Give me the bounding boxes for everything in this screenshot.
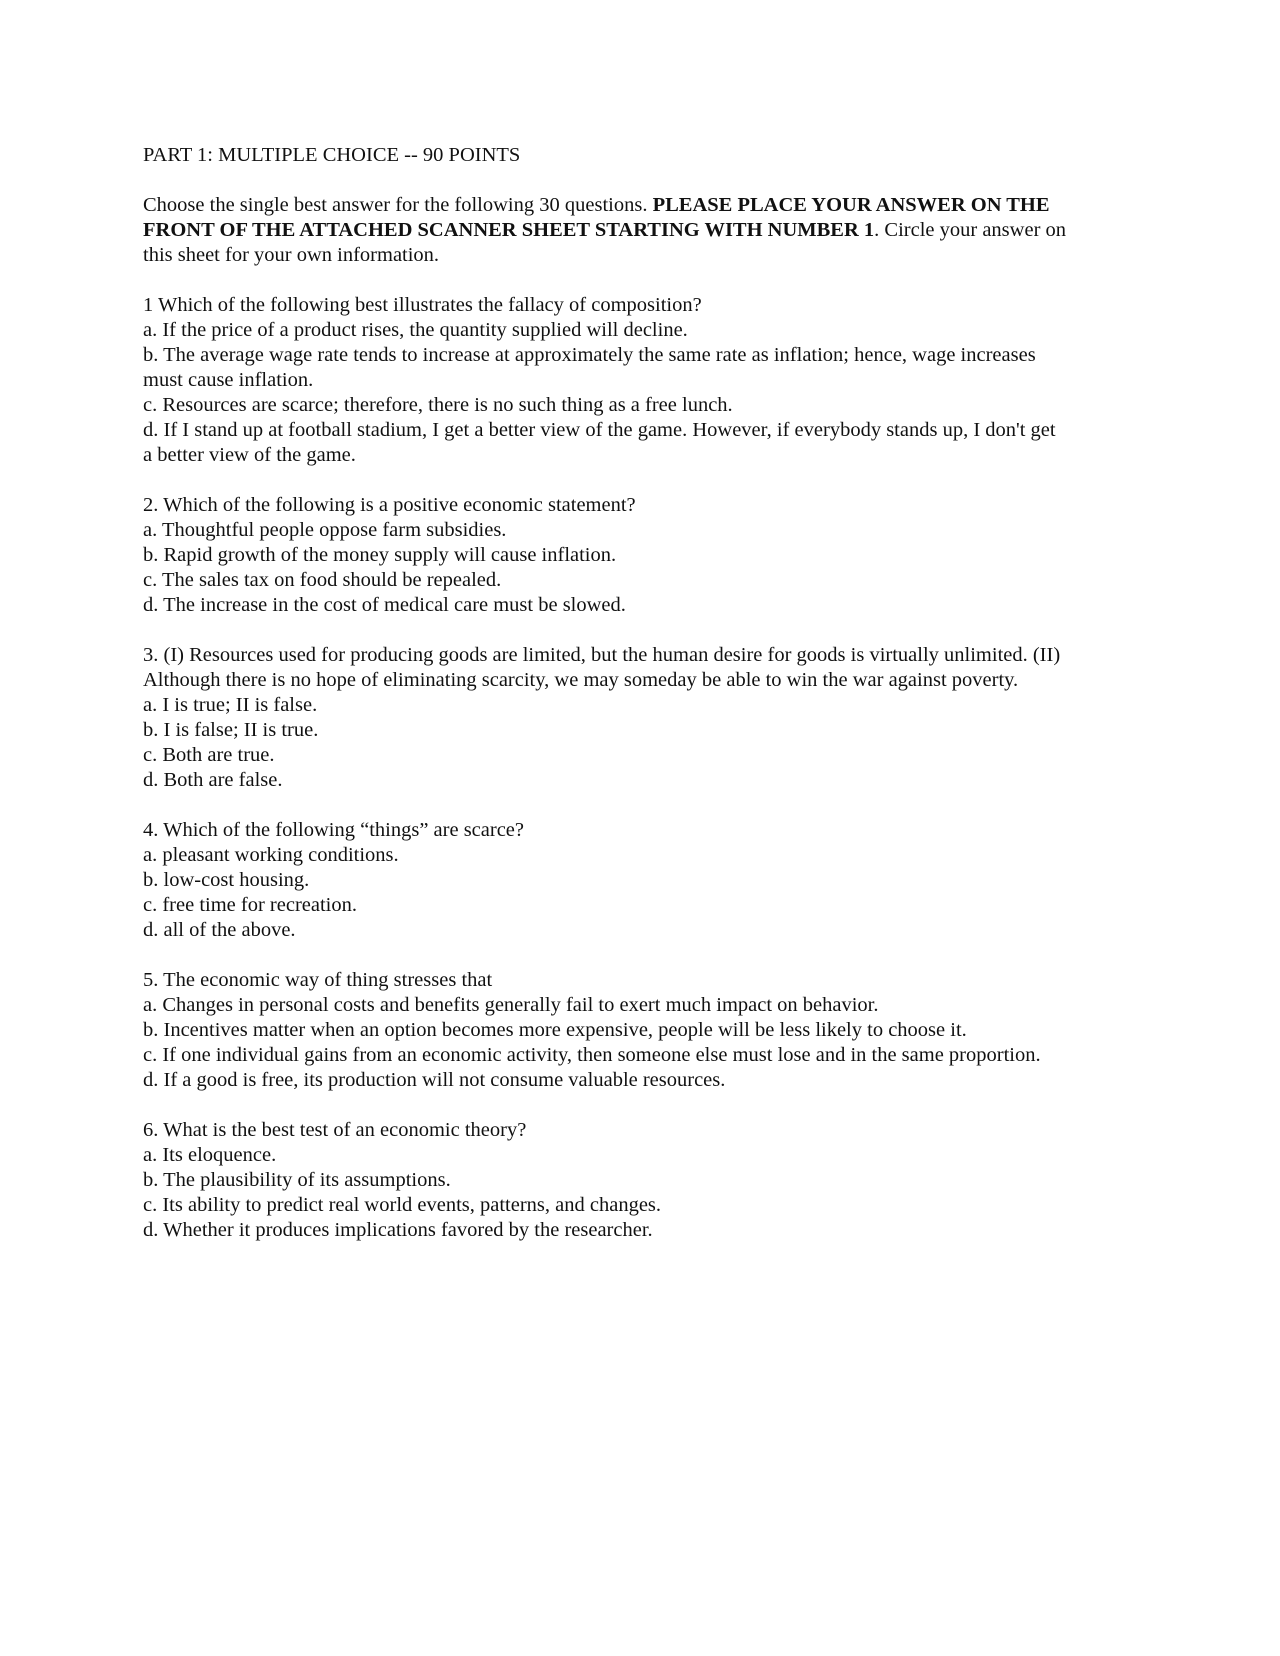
question-1: [143, 293, 1068, 468]
instructions-bold: PLEASE PLACE YOUR ANSWER ON THE FRONT OF THE ATTACHED SCANNER SHEET STARTING WITH NUMBER 1: [143, 194, 1050, 241]
question-stem: 3. (I) Resources used for producing goods are limited, but the human desire for goods is virtually unlimited. (II) Although there is no hope of eliminating scarcity, we may someday be able to win the war against poverty.: [143, 644, 1061, 691]
answer-option: a. I is true; II is false.: [143, 694, 318, 716]
question-stem: 1 Which of the following best illustrates the fallacy of composition?: [143, 294, 702, 316]
answer-option: d. all of the above.: [143, 919, 296, 941]
answer-option: a. Its eloquence.: [143, 1144, 277, 1166]
question-stem: 4. Which of the following “things” are scarce?: [143, 819, 525, 841]
question-stem: 2. Which of the following is a positive economic statement?: [143, 494, 636, 516]
question-2: [143, 493, 1068, 618]
question-3: [143, 643, 1068, 793]
answer-option: c. If one individual gains from an economic activity, then someone else must lose and in the same proportion.: [143, 1044, 1041, 1066]
instructions: [143, 193, 1068, 268]
answer-option: c. Its ability to predict real world events, patterns, and changes.: [143, 1194, 662, 1216]
answer-option: a. pleasant working conditions.: [143, 844, 399, 866]
question-4: [143, 818, 1068, 943]
answer-option: d. Whether it produces implications favored by the researcher.: [143, 1219, 653, 1241]
answer-option: b. low-cost housing.: [143, 869, 310, 891]
question-list: [143, 293, 1068, 1243]
answer-option: b. I is false; II is true.: [143, 719, 319, 741]
question-5: [143, 968, 1068, 1093]
answer-option: a. Changes in personal costs and benefits generally fail to exert much impact on behavior.: [143, 994, 879, 1016]
answer-option: b. Rapid growth of the money supply will cause inflation.: [143, 544, 617, 566]
answer-option: b. The average wage rate tends to increase at approximately the same rate as inflation; hence, wage increases must cause inflation.: [143, 344, 1036, 391]
answer-option: d. If I stand up at football stadium, I get a better view of the game. However, if everybody stands up, I don't get a better view of the game.: [143, 419, 1056, 466]
answer-option: c. Resources are scarce; therefore, there is no such thing as a free lunch.: [143, 394, 733, 416]
answer-option: a. If the price of a product rises, the quantity supplied will decline.: [143, 319, 688, 341]
answer-option: b. The plausibility of its assumptions.: [143, 1169, 451, 1191]
answer-option: d. Both are false.: [143, 769, 283, 791]
answer-option: c. Both are true.: [143, 744, 275, 766]
answer-option: d. The increase in the cost of medical care must be slowed.: [143, 594, 626, 616]
question-6: [143, 1118, 1068, 1243]
instructions-text-end: . Circle your answer on this sheet for your own information.: [143, 219, 1067, 266]
question-stem: 6. What is the best test of an economic theory?: [143, 1119, 527, 1141]
section-header: PART 1: MULTIPLE CHOICE -- 90 POINTS: [143, 144, 521, 166]
question-stem: 5. The economic way of thing stresses that: [143, 969, 493, 991]
answer-option: c. The sales tax on food should be repealed.: [143, 569, 502, 591]
answer-option: a. Thoughtful people oppose farm subsidies.: [143, 519, 507, 541]
answer-option: d. If a good is free, its production will not consume valuable resources.: [143, 1069, 726, 1091]
answer-option: c. free time for recreation.: [143, 894, 357, 916]
answer-option: b. Incentives matter when an option becomes more expensive, people will be less likely to choose it.: [143, 1019, 967, 1041]
instructions-text: Choose the single best answer for the following 30 questions.: [143, 194, 653, 216]
exam-page: [143, 143, 1068, 1268]
